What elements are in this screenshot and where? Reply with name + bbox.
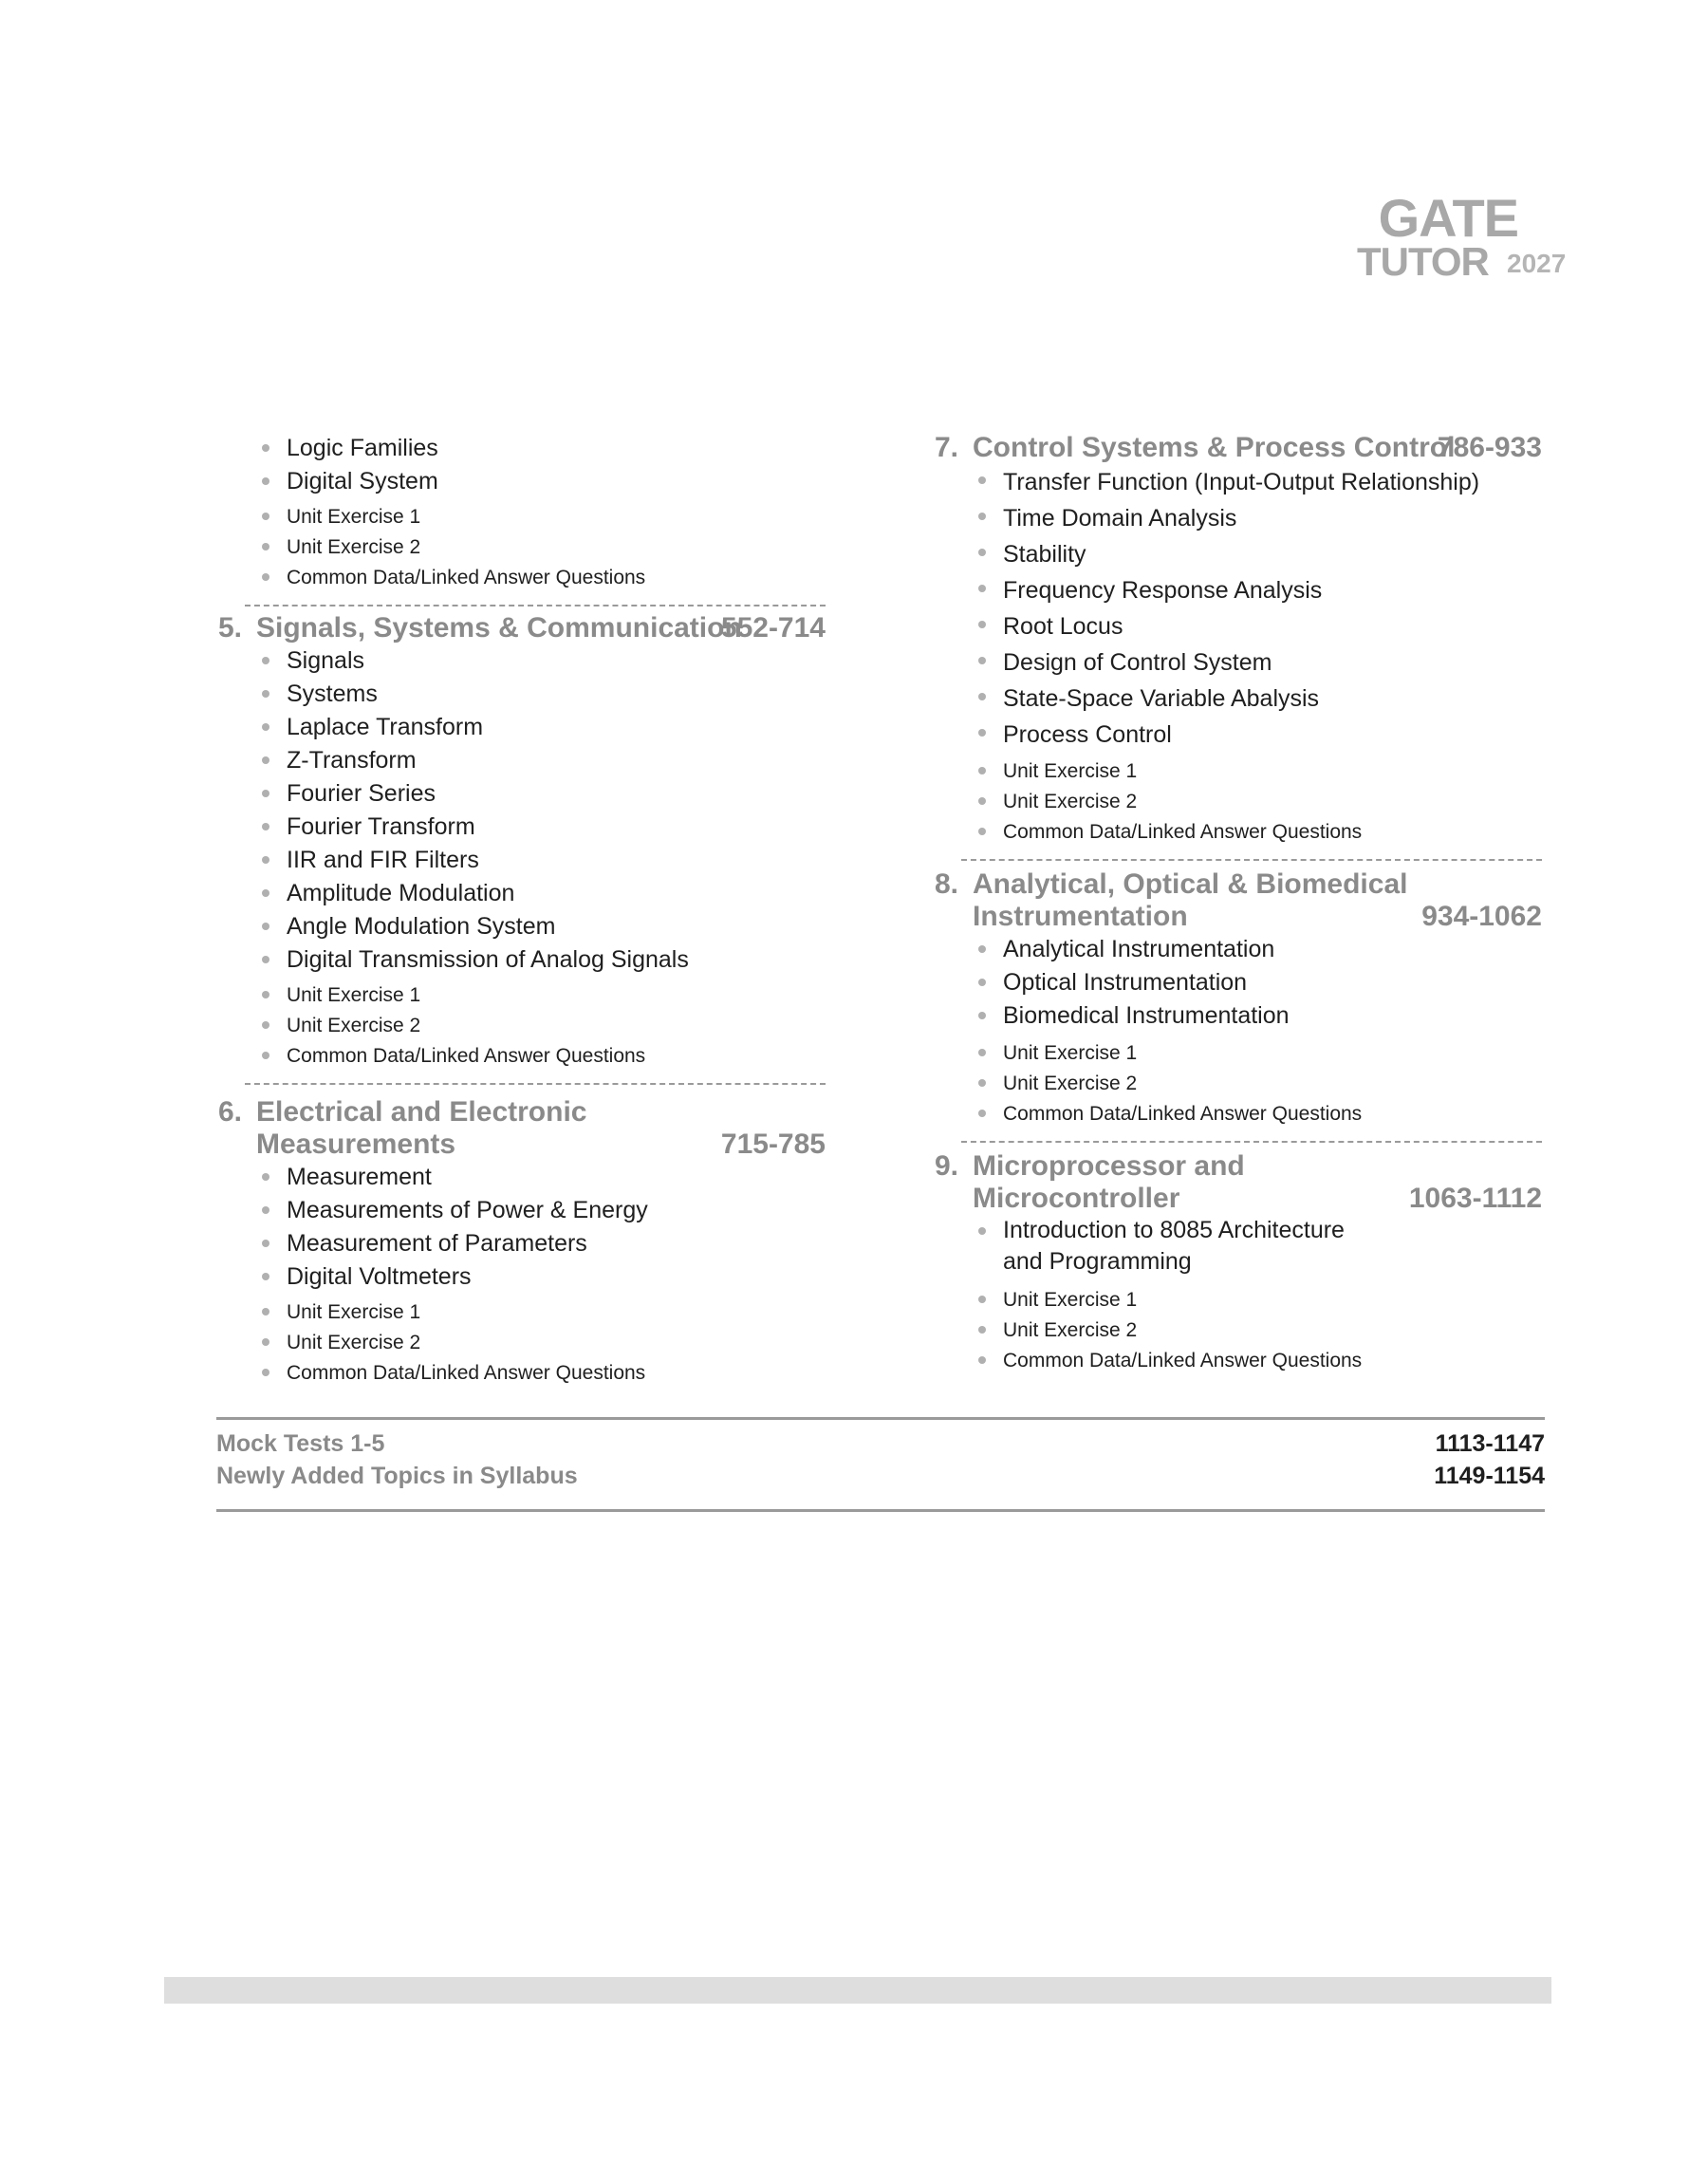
bullet-icon — [262, 991, 269, 998]
list-item: Design of Control System — [935, 644, 1542, 681]
list-item: Fourier Transform — [218, 811, 826, 844]
bullet-icon — [262, 923, 269, 930]
bullet-icon — [978, 476, 986, 484]
extras-top-rule — [216, 1417, 1545, 1420]
section-heading-6 — [218, 1096, 826, 1161]
continued-exercise-list — [218, 502, 826, 593]
extras-label: Mock Tests 1-5 — [216, 1430, 385, 1457]
section-5-topics — [218, 644, 826, 977]
bullet-icon — [262, 1206, 269, 1214]
list-item: Time Domain Analysis — [935, 500, 1542, 536]
list-item: Unit Exercise 1 — [935, 1038, 1542, 1069]
section-title-line-1: Microprocessor and — [973, 1150, 1245, 1182]
list-item: Digital Voltmeters — [218, 1260, 826, 1294]
list-item: Process Control — [935, 717, 1542, 753]
gate-tutor-logo — [1338, 188, 1567, 294]
bullet-icon — [978, 1227, 986, 1235]
bullet-icon — [978, 828, 986, 835]
logo-tutor-text: TUTOR — [1357, 239, 1489, 284]
list-item: Biomedical Instrumentation — [935, 999, 1542, 1033]
bullet-icon — [262, 1240, 269, 1247]
extras-row-new-topics — [216, 1463, 1545, 1490]
list-item: Introduction to 8085 Architecture and Programming — [935, 1215, 1542, 1278]
extras-row-mock-tests — [216, 1430, 1545, 1458]
list-item: Unit Exercise 1 — [935, 1285, 1542, 1315]
list-item: Amplitude Modulation — [218, 877, 826, 910]
list-item: Common Data/Linked Answer Questions — [935, 1346, 1542, 1376]
list-item: Common Data/Linked Answer Questions — [935, 817, 1542, 848]
bullet-icon — [262, 1369, 269, 1376]
bullet-icon — [978, 657, 986, 664]
section-number: 6. — [218, 1096, 243, 1128]
list-item: Logic Families — [218, 432, 826, 465]
section-number: 8. — [935, 868, 959, 900]
section-heading-8 — [935, 868, 1542, 933]
list-item: Systems — [218, 678, 826, 711]
bullet-icon — [978, 1356, 986, 1364]
bullet-icon — [262, 513, 269, 520]
bullet-icon — [262, 1021, 269, 1029]
section-7-exercises — [935, 756, 1542, 848]
list-item: Frequency Response Analysis — [935, 572, 1542, 608]
bullet-icon — [262, 889, 269, 897]
list-item: Common Data/Linked Answer Questions — [218, 1041, 826, 1072]
bullet-icon — [978, 621, 986, 628]
list-item: Common Data/Linked Answer Questions — [218, 1358, 826, 1389]
bullet-icon — [978, 979, 986, 986]
section-title-line-2: Measurements — [256, 1129, 456, 1160]
bullet-icon — [978, 945, 986, 953]
list-item: Measurements of Power & Energy — [218, 1194, 826, 1227]
bullet-icon — [262, 1052, 269, 1059]
section-8-topics — [935, 933, 1542, 1033]
bullet-icon — [978, 767, 986, 774]
bullet-icon — [262, 790, 269, 797]
section-title: Signals, Systems & Communication — [256, 612, 742, 644]
section-divider — [961, 1141, 1542, 1143]
bullet-icon — [262, 477, 269, 485]
bullet-icon — [978, 549, 986, 556]
bullet-icon — [262, 657, 269, 664]
bullet-icon — [262, 1338, 269, 1346]
list-item: Unit Exercise 2 — [218, 1011, 826, 1041]
list-item: Unit Exercise 1 — [218, 502, 826, 532]
bullet-icon — [262, 543, 269, 550]
list-item: Unit Exercise 2 — [218, 532, 826, 563]
bullet-icon — [978, 693, 986, 700]
section-divider — [245, 1083, 826, 1085]
section-6-exercises — [218, 1297, 826, 1389]
bullet-icon — [978, 585, 986, 592]
section-title-line-1: Analytical, Optical & Biomedical — [973, 868, 1408, 900]
list-item: Common Data/Linked Answer Questions — [935, 1099, 1542, 1129]
extras-pages: 1113-1147 — [1435, 1430, 1545, 1457]
section-number: 5. — [218, 612, 243, 644]
list-item: Unit Exercise 2 — [218, 1328, 826, 1358]
list-item: Unit Exercise 1 — [218, 1297, 826, 1328]
section-pages: 786-933 — [1437, 432, 1542, 463]
toc-right-column — [935, 432, 1542, 1376]
section-heading-5 — [218, 612, 826, 644]
list-item: Unit Exercise 2 — [935, 787, 1542, 817]
bullet-icon — [978, 1079, 986, 1087]
bullet-icon — [262, 956, 269, 963]
list-item: Common Data/Linked Answer Questions — [218, 563, 826, 593]
section-pages: 1063-1112 — [1408, 1183, 1542, 1214]
bullet-icon — [262, 723, 269, 731]
bullet-icon — [978, 1326, 986, 1334]
bullet-icon — [262, 690, 269, 698]
bullet-icon — [978, 1296, 986, 1303]
list-item: Unit Exercise 1 — [935, 756, 1542, 787]
bullet-icon — [978, 1012, 986, 1019]
section-title-line-1: Electrical and Electronic — [256, 1096, 587, 1128]
list-item: State-Space Variable Abalysis — [935, 681, 1542, 717]
list-item: Unit Exercise 2 — [935, 1315, 1542, 1346]
bullet-icon — [262, 1273, 269, 1280]
section-heading-9 — [935, 1150, 1542, 1215]
list-item: Optical Instrumentation — [935, 966, 1542, 999]
list-item: Unit Exercise 2 — [935, 1069, 1542, 1099]
bullet-icon — [978, 1049, 986, 1056]
list-item: Unit Exercise 1 — [218, 980, 826, 1011]
section-title: Control Systems & Process Control — [973, 432, 1456, 463]
section-pages: 552-714 — [720, 612, 826, 644]
section-number: 9. — [935, 1150, 959, 1182]
bullet-icon — [262, 1173, 269, 1181]
footer-bar — [164, 1977, 1551, 2004]
bullet-icon — [262, 756, 269, 764]
section-8-exercises — [935, 1038, 1542, 1129]
list-item: Digital Transmission of Analog Signals — [218, 943, 826, 977]
list-item: Root Locus — [935, 608, 1542, 644]
toc-left-column — [218, 432, 826, 1389]
continued-topic-list — [218, 432, 826, 498]
bullet-icon — [978, 513, 986, 520]
list-item: Signals — [218, 644, 826, 678]
extras-bottom-rule — [216, 1509, 1545, 1512]
bullet-icon — [262, 1308, 269, 1315]
extras-pages: 1149-1154 — [1434, 1463, 1545, 1489]
logo-gate-text: GATE — [1378, 188, 1518, 248]
list-item: Z-Transform — [218, 744, 826, 777]
section-pages: 934-1062 — [1421, 901, 1542, 932]
list-item: Analytical Instrumentation — [935, 933, 1542, 966]
bullet-icon — [262, 444, 269, 452]
list-item: Digital System — [218, 465, 826, 498]
list-item: Transfer Function (Input-Output Relationship) — [935, 464, 1542, 500]
section-7-topics — [935, 464, 1542, 753]
list-item: Laplace Transform — [218, 711, 826, 744]
bullet-icon — [978, 797, 986, 805]
logo-year: 2027 — [1507, 249, 1567, 278]
bullet-icon — [978, 1110, 986, 1117]
section-6-topics — [218, 1161, 826, 1294]
section-9-exercises — [935, 1285, 1542, 1376]
section-title-line-2: Microcontroller — [973, 1183, 1180, 1214]
extras-label: Newly Added Topics in Syllabus — [216, 1463, 578, 1489]
section-pages: 715-785 — [720, 1129, 826, 1160]
section-divider — [245, 605, 826, 606]
bullet-icon — [978, 729, 986, 737]
list-item: Measurement of Parameters — [218, 1227, 826, 1260]
section-9-topics — [935, 1215, 1542, 1278]
section-heading-7 — [935, 432, 1542, 464]
list-item: Measurement — [218, 1161, 826, 1194]
bullet-icon — [262, 856, 269, 864]
section-divider — [961, 859, 1542, 861]
list-item: Fourier Series — [218, 777, 826, 811]
section-title-line-2: Instrumentation — [973, 901, 1188, 932]
section-5-exercises — [218, 980, 826, 1072]
bullet-icon — [262, 823, 269, 830]
section-number: 7. — [935, 432, 959, 463]
list-item: Angle Modulation System — [218, 910, 826, 943]
bullet-icon — [262, 573, 269, 581]
list-item: Stability — [935, 536, 1542, 572]
list-item: IIR and FIR Filters — [218, 844, 826, 877]
